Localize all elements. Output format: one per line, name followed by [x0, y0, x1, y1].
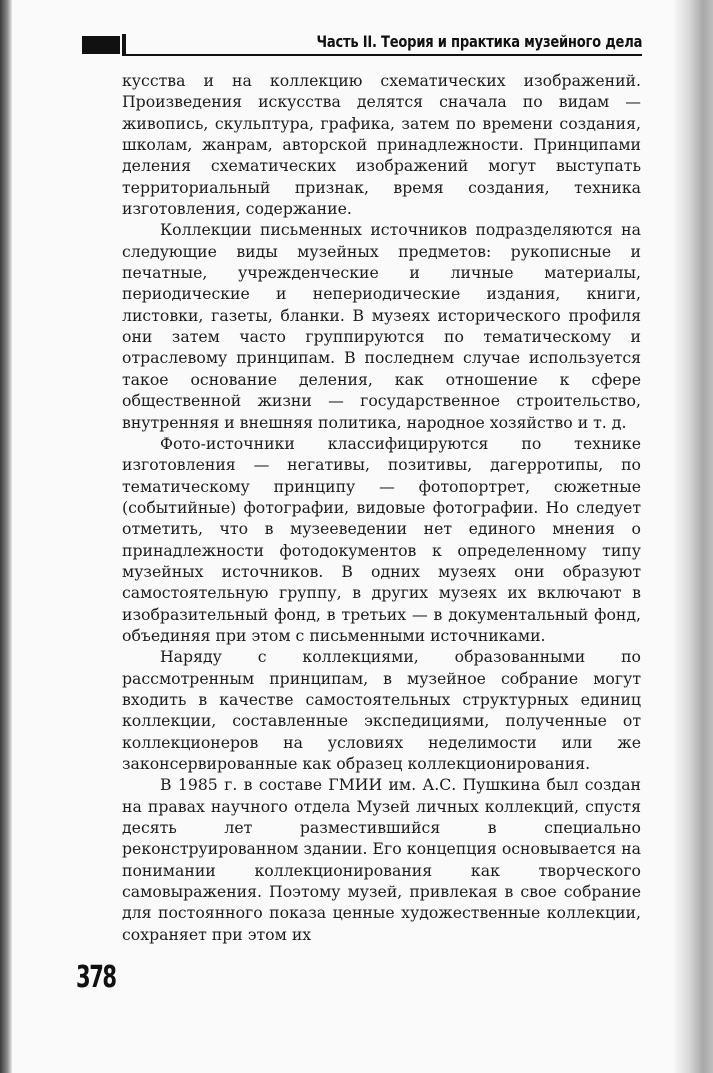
paragraph-2: Коллекции письменных источников подразделяются на следующие виды музейных предметов: рукописные и печатные, учрежденческие и личные материалы, периодические и непериодические издания, книги, листовки, газеты, бланки. В музеях исторического профиля они затем часто группируются по тематическому и отраслевому принципам. В последнем случае используется такое основание деления, как отношение к сфере общественной жизни — государственное строительство, внутренняя и внешняя политика, народное хозяйство и т. д.: [122, 220, 641, 432]
running-header: [82, 34, 642, 60]
paragraph-1: кусства и на коллекцию схематических изображений. Произведения искусства делятся сначала по видам — живопись, скульптура, графика, затем по времени создания, школам, жанрам, авторской принадлежности. Принципами деления схематических изображений могут выступать территориальный признак, время создания, техника изготовления, содержание.: [122, 71, 641, 219]
paragraph-5: В 1985 г. в составе ГМИИ им. А.С. Пушкина был создан на правах научного отдела Музей личных коллекций, спустя десять лет разместившийся в специально реконструированном здании. Его концепция основывается на понимании коллекционирования как творческого самовыражения. Поэтому музей, привлекая в свое собрание для постоянного показа ценные художественные коллекции, сохраняет при этом их: [122, 775, 641, 944]
body-text: [122, 70, 641, 945]
header-rule: [122, 54, 642, 56]
page-edge-shadow: [673, 0, 713, 1073]
page-number: 378: [76, 960, 116, 995]
paragraph-3: Фото-источники классифицируются по технике изготовления — негативы, позитивы, дагерротипы, по тематическому принципу — фотопортрет, сюжетные (событийные) фотографии, видовые фотографии. Но следует отметить, что в музееведении нет единого мнения о принадлежности фотодокументов к определенному типу музейных источников. В одних музеях они образуют самостоятельную группу, в других музеях их включают в изобразительный фонд, в третьих — в документальный фонд, объединяя при этом с письменными источниками.: [122, 433, 641, 645]
paragraph-4: Наряду с коллекциями, образованными по рассмотренным принципам, в музейное собрание могут входить в качестве самостоятельных структурных единиц коллекции, составленные экспедициями, полученные от коллекционеров на условиях неделимости или же законсервированные как образец коллекционирования.: [122, 647, 641, 773]
running-title: Часть II. Теория и практика музейного дела: [316, 32, 642, 51]
page-binding-shadow: [0, 0, 12, 1073]
header-marker-block: [82, 36, 120, 54]
header-marker-tick: [122, 34, 126, 56]
